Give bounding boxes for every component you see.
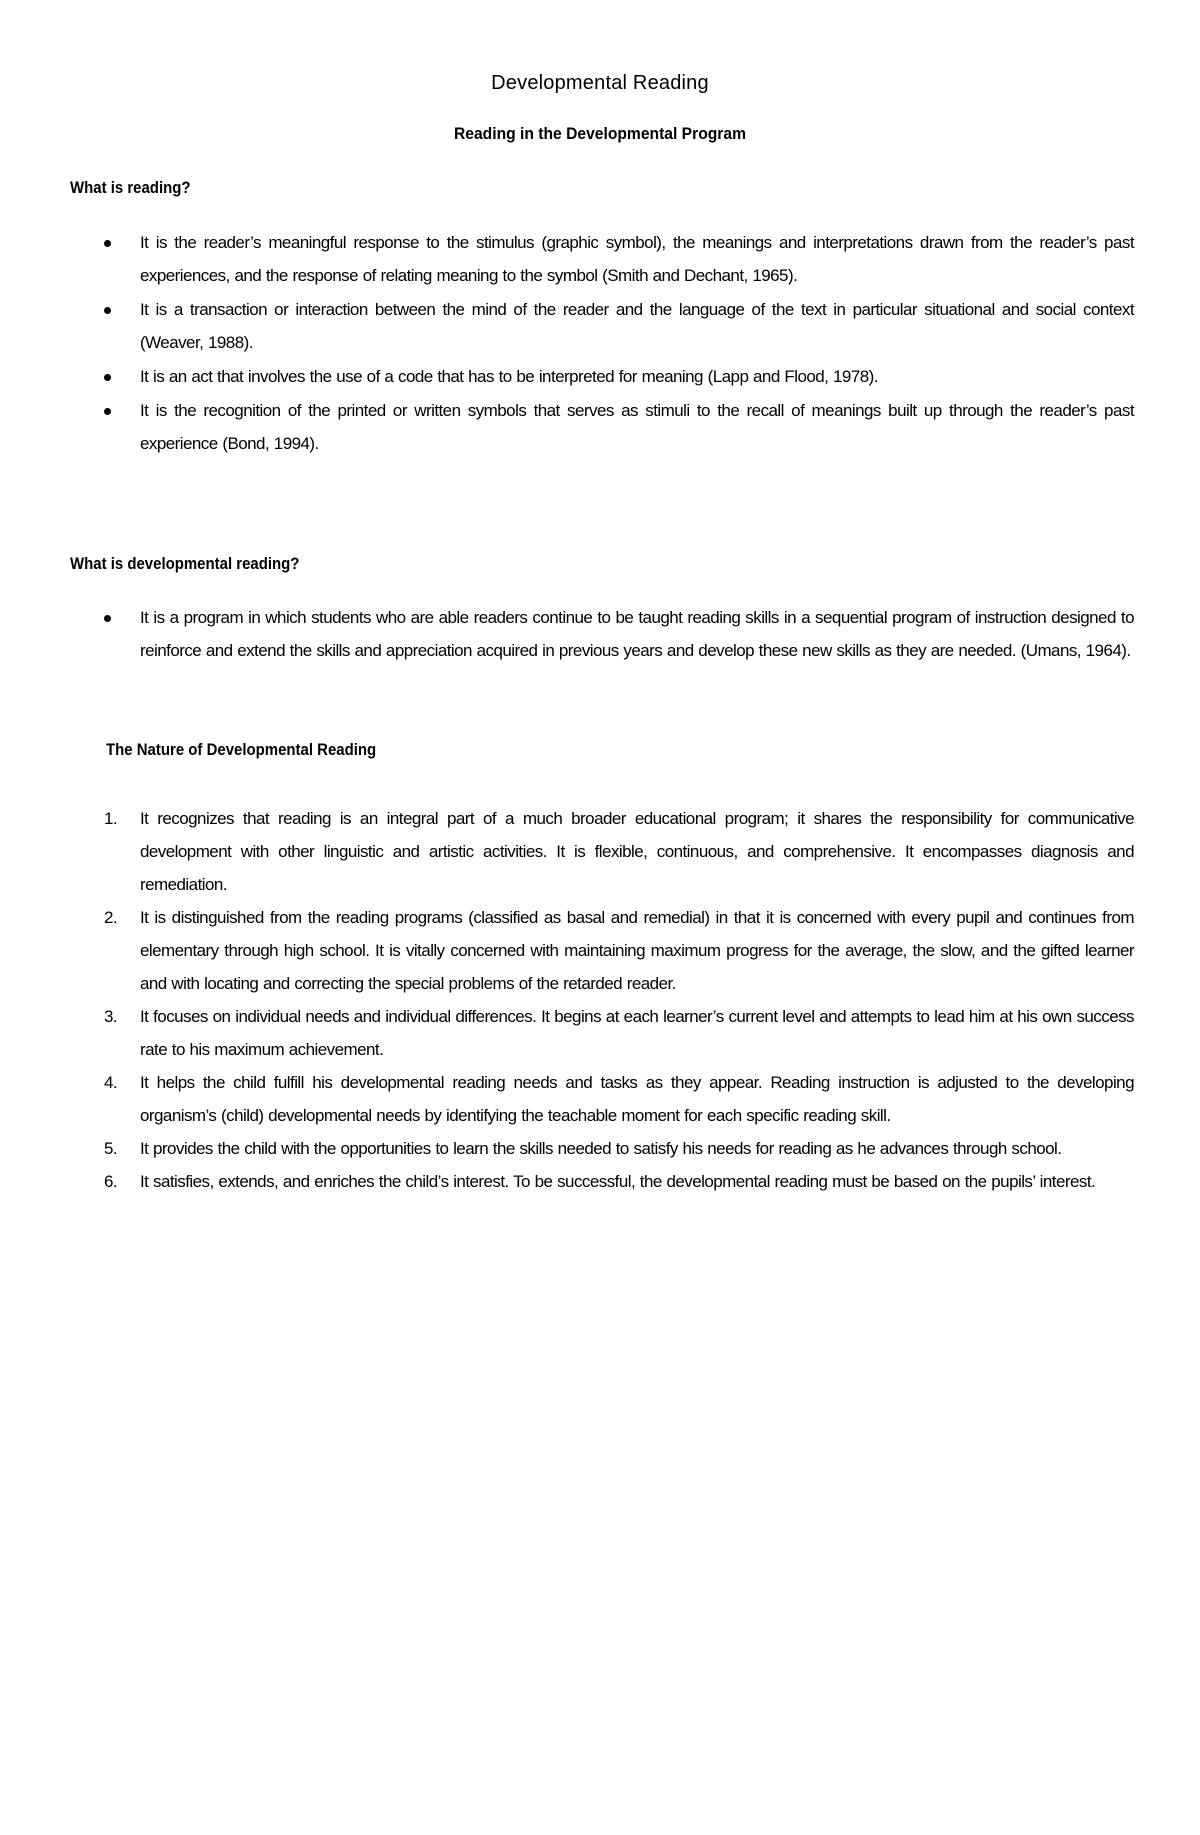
bullet-dot-icon [104, 307, 111, 314]
list-item-text: It is an act that involves the use of a code that has to be interpreted for meaning (Lapp and Flood, 1978). [140, 367, 878, 386]
list-item-text: It is the recognition of the printed or written symbols that serves as stimuli to the recall of meanings built up through the reader’s past experience (Bond, 1994). [140, 401, 1134, 453]
list-item [104, 1000, 1134, 1066]
section-heading-what-is-reading: What is reading? [70, 178, 191, 197]
list-item-text: It helps the child fulfill his developmental reading needs and tasks as they appear. Reading instruction is adjusted to the developing organism’s (child) developmental needs by identifying the teachable moment for each specific reading skill. [140, 1073, 1134, 1125]
list-item-text: It focuses on individual needs and individual differences. It begins at each learner’s current level and attempts to lead him at his own success rate to his maximum achievement. [140, 1007, 1134, 1059]
document-title: Developmental Reading [491, 72, 709, 94]
list-item-text: It is the reader’s meaningful response to the stimulus (graphic symbol), the meanings and interpretations drawn from the reader’s past experiences, and the response of relating meaning to the symbol (Smith and Dechant, 1965). [140, 233, 1134, 285]
developmental-reading-definition-list [104, 601, 1134, 668]
list-item [104, 601, 1134, 667]
bullet-dot-icon [104, 615, 111, 622]
section-heading-what-is-developmental-reading: What is developmental reading? [70, 554, 300, 573]
list-item [104, 226, 1134, 292]
bullet-dot-icon [104, 374, 111, 381]
list-item-number: 6. [104, 1172, 118, 1191]
list-item-text: It is distinguished from the reading programs (classified as basal and remedial) in that it is concerned with every pupil and continues from elementary through high school. It is vitally concerned with maintaining maximum progress for the average, the slow, and the gifted learner and with locating and correcting the special problems of the retarded reader. [140, 908, 1134, 993]
list-item-number: 4. [104, 1073, 118, 1092]
list-item [104, 802, 1134, 901]
list-item-text: It satisfies, extends, and enriches the child’s interest. To be successful, the developmental reading must be based on the pupils’ interest. [140, 1172, 1096, 1191]
list-item [104, 1165, 1134, 1198]
list-item [104, 360, 1134, 393]
bullet-dot-icon [104, 240, 111, 247]
section-heading-nature-of-developmental-reading: The Nature of Developmental Reading [106, 740, 377, 759]
list-item [104, 394, 1134, 460]
list-item-text: It provides the child with the opportunities to learn the skills needed to satisfy his needs for reading as he advances through school. [140, 1139, 1062, 1158]
bullet-dot-icon [104, 408, 111, 415]
document-subtitle: Reading in the Developmental Program [453, 124, 747, 143]
reading-definitions-list [104, 226, 1134, 461]
list-item [104, 1066, 1134, 1132]
list-item-number: 3. [104, 1007, 118, 1026]
list-item [104, 901, 1134, 1000]
list-item-number: 2. [104, 908, 118, 927]
list-item [104, 293, 1134, 359]
list-item-number: 5. [104, 1139, 118, 1158]
list-item-text: It is a program in which students who are able readers continue to be taught reading skills in a sequential program of instruction designed to reinforce and extend the skills and appreciation acquired in previous years and develop these new skills as they are needed. (Umans, 1964). [140, 608, 1134, 660]
list-item-text: It is a transaction or interaction between the mind of the reader and the language of the text in particular situational and social context (Weaver, 1988). [140, 300, 1134, 352]
list-item [104, 1132, 1134, 1165]
list-item-text: It recognizes that reading is an integral part of a much broader educational program; it shares the responsibility for communicative development with other linguistic and artistic activities. It is flexible, continuous, and comprehensive. It encompasses diagnosis and remediation. [140, 809, 1134, 894]
nature-list [104, 802, 1134, 1198]
list-item-number: 1. [104, 809, 118, 828]
